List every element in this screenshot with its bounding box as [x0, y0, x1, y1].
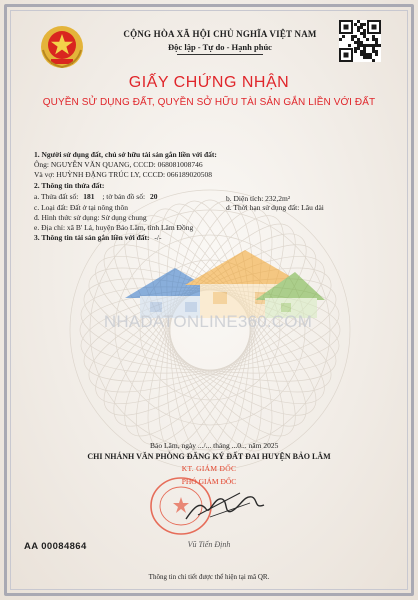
qr-footer-note: Thông tin chi tiết được thể hiện tại mã QR.	[148, 573, 270, 581]
parcel-number: 181	[83, 192, 95, 201]
place-and-date: Bảo Lâm, ngày .../... tháng ...0... năm 2025	[150, 441, 279, 450]
land-area: b. Diện tích: 232,2m²	[226, 194, 291, 203]
qr-code-icon	[339, 20, 381, 62]
certificate-subtitle: QUYỀN SỬ DỤNG ĐẤT, QUYỀN SỞ HỮU TÀI SẢN GẮN LIỀN VỚI ĐẤT	[42, 97, 376, 108]
national-emblem-icon	[39, 24, 85, 70]
national-motto: Độc lập - Tự do - Hạnh phúc	[168, 42, 272, 52]
usage-form: đ. Hình thức sử dụng: Sử dụng chung	[34, 213, 147, 222]
signer-name: Vũ Tiến Định	[187, 540, 231, 549]
certificate-title: GIẤY CHỨNG NHẬN	[128, 74, 290, 91]
section2-heading: 2. Thông tin thửa đất:	[34, 181, 105, 190]
section3-value: -/-	[154, 233, 162, 242]
watermark-text: NHADATONLINE360.COM	[103, 312, 313, 331]
parcel-label: a. Thửa đất số:	[34, 192, 79, 201]
land-type: c. Loại đất: Đất ở tại nông thôn	[34, 203, 128, 212]
parcel-line	[34, 192, 157, 201]
serial-number: AA 00084864	[24, 541, 87, 552]
national-title: CỘNG HÒA XÃ HỘI CHỦ NGHĨA VIỆT NAM	[123, 29, 317, 39]
signing-authority: KT. GIÁM ĐỐC	[181, 464, 237, 473]
map-sheet-number: 20	[149, 192, 158, 201]
section1-heading: 1. Người sử dụng đất, chủ sở hữu tài sản gắn liền với đất:	[34, 150, 217, 159]
map-sheet-label: ; tờ bản đồ số:	[102, 192, 146, 201]
owner-wife: Và vợ: HUỲNH ĐẶNG TRÚC LY, CCCD: 066189020508	[34, 170, 212, 179]
owner-husband: Ông: NGUYỄN VĂN QUANG, CCCD: 068081008746	[34, 160, 203, 169]
house-watermark-icon	[105, 250, 325, 320]
signer-position: PHÓ GIÁM ĐỐC	[181, 477, 237, 486]
signature-icon	[180, 485, 270, 525]
section3-heading: 3. Thông tin tài sản gắn liền với đất:	[34, 233, 150, 242]
usage-term: d. Thời hạn sử dụng đất: Lâu dài	[226, 203, 324, 212]
motto-underline	[177, 54, 263, 55]
land-address: e. Địa chỉ: xã B' Lá, huyện Bảo Lâm, tỉnh Lâm Đồng	[34, 223, 194, 232]
section3-line	[34, 233, 161, 242]
issuing-office: CHI NHÁNH VĂN PHÒNG ĐĂNG KÝ ĐẤT ĐAI HUYỆN BẢO LÂM	[87, 452, 331, 461]
